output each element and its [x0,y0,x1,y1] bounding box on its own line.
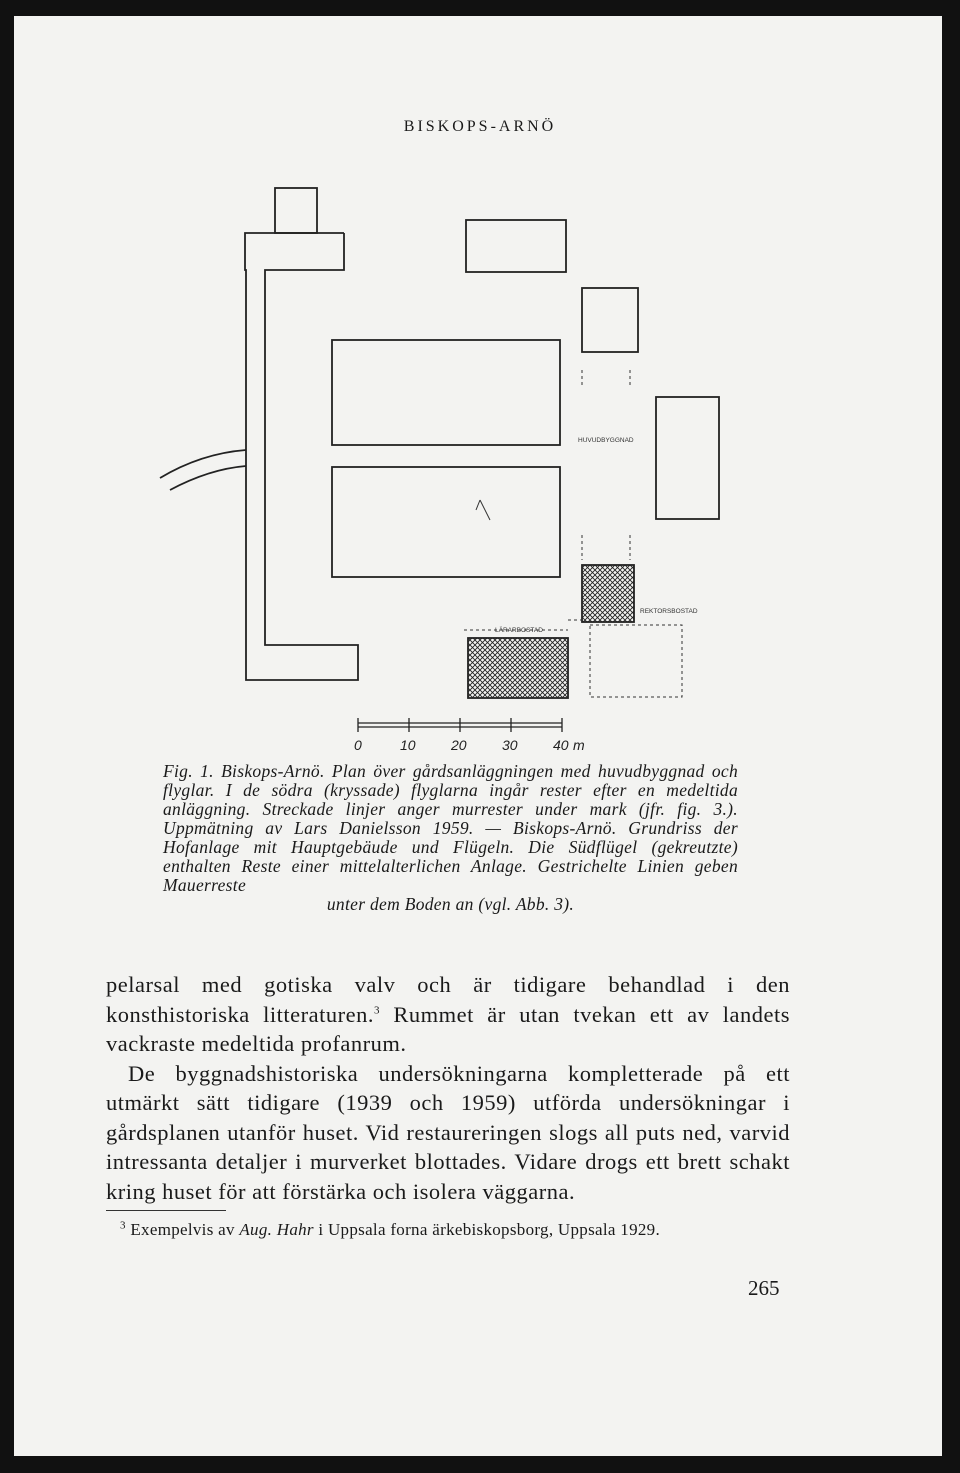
scale-tick-label: 30 [502,737,518,753]
scale-tick-label: 20 [451,737,467,753]
main-building-north [332,340,560,445]
footnote-rule [106,1210,226,1211]
footnote [120,1220,800,1240]
footnote-ref: 3 [374,1004,380,1016]
caption-last-line: unter dem Boden an (vgl. Abb. 3). [326,894,575,914]
hatched-south-east-wing [582,565,634,622]
scale-bar [358,718,562,732]
paragraph: De byggnadshistoriska undersökningarna kompletterade på ett utmärkt sätt tidigare (1939 och 1959) utförda undersökningar i gårdsplanen utanför huset. Vid restaureringen slogs all puts ned, varvid intressanta detaljer i murverket blottades. Vidare drogs ett brett schakt kring huset för att förstärka och isolera väggarna. [106,1060,790,1204]
scale-tick-label: 10 [400,737,416,753]
footnote-text: i Uppsala forna ärkebiskopsborg, Uppsala 1929. [313,1220,661,1239]
label-main-building: HUVUDBYGGNAD [578,437,634,444]
scale-unit-label: m [573,737,585,753]
east-pavilion [582,288,638,352]
footnote-text: Exempelvis av [125,1220,240,1239]
hatched-south-wing [468,638,568,698]
scale-tick-label: 40 [553,737,569,753]
site-plan-figure [150,180,750,760]
footnote-author: Aug. Hahr [239,1220,314,1239]
paragraph-text: pelarsal med gotiska valv och är tidigare behandlad i den konsthistoriska litteraturen. [106,972,790,1027]
road-line [170,466,246,490]
road-line [160,450,246,478]
main-building-south [332,467,560,577]
label-south-wing: LÄRARBOSTAD [495,627,543,634]
east-wing [656,397,719,519]
footnote-marker: 3 [120,1219,126,1232]
paragraph [106,970,790,1059]
body-text [106,970,790,1206]
north-tower-outline [275,188,317,233]
running-head: BISKOPS-ARNÖ [403,118,557,135]
page-number: 265 [748,1276,780,1300]
dashed-wall [590,625,682,697]
caption-text: Fig. 1. Biskops-Arnö. Plan över gårdsanläggningen med huvudbyggnad och flyglar. I de södra (kryssade) flyglarna ingår rester efter en medeltida anläggning. Streckade linjer anger murrester under mark (jfr. fig. 3.). Uppmätning av Lars Danielsson 1959. — Biskops-Arnö. Grundriss der Hofanlage mit Hauptgebäude und Flügeln. Die Südflügel (gekreutzte) enthalten Reste einer mittelalterlichen Anlage. Gestrichelte Linien geben Mauerreste [163,761,738,895]
west-wing-outline [245,233,358,680]
label-east-wing: REKTORSBOSTAD [640,608,698,615]
scale-tick-label: 0 [354,737,362,753]
paragraph-text: Rummet är utan tvekan ett av landets vackraste medeltida profanrum. [106,1001,790,1056]
northeast-building [466,220,566,272]
north-arrow-icon [476,500,490,520]
figure-caption [163,762,738,914]
